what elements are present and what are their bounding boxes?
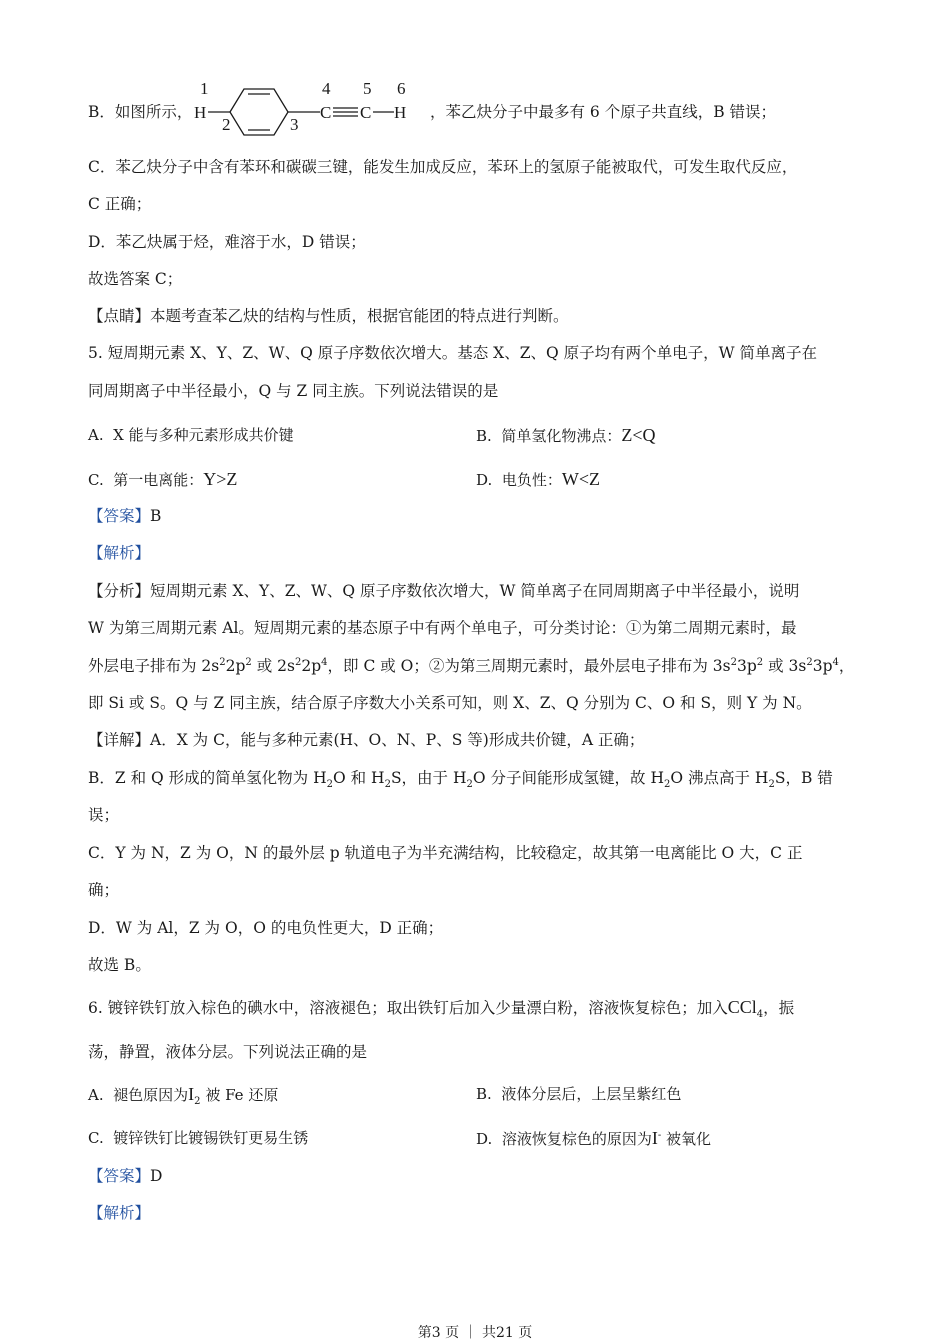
q5-choose-line: 故选 B。 [88,956,151,974]
q4-b-prefix: B．如图所示， [88,103,193,121]
q5-xiangjie-c-line2: 确； [88,881,120,899]
option-label: D. [476,471,493,489]
atom-number-1: 1 [200,80,209,98]
option-label: A. [88,1086,104,1104]
fenxi-text: 2p [225,657,246,675]
q5-fenxi-line1 [88,580,799,602]
fenxi-text: 2p [301,657,322,675]
option-text: 第一电离能： [113,471,204,489]
iodide-symbol: I [651,1128,658,1148]
q4-b-suffix: ，苯乙炔分子中最多有 6 个原子共直线，B 错误； [430,103,777,121]
atom-h-left: H [194,103,207,122]
superscript: 4 [321,656,328,668]
option-math: Z<Q [621,425,656,445]
option-text: 褪色原因为 [113,1086,189,1104]
q4-choose-line: 故选答案 C； [88,270,183,288]
option-text: 简单氢化物沸点： [501,427,622,445]
q5-stem-line1: 5. 短周期元素 X、Y、Z、W、Q 原子序数依次增大。基态 X、Z、Q 原子均有两个单电子，W 简单离子在 [88,344,817,362]
subscript: 4 [756,1009,764,1021]
answer-tag: 【答案】 [88,507,151,525]
superscript: 2 [806,656,813,668]
fenxi-text: 短周期元素 X、Y、Z、W、Q 原子序数依次增大，W 简单离子在同周期离子中半径最小，说明 [150,582,800,600]
option-label: B. [476,1085,492,1103]
iodine-symbol: I [188,1084,195,1104]
option-label: A. [88,426,104,444]
q5-fenxi-line2: W 为第三周期元素 Al。短周期元素的基态原子中有两个单电子，可分类讨论：①为第二周期元素时，最 [88,619,797,637]
subscript: 2 [194,1096,201,1107]
fenxi-tag: 【分析】 [88,582,151,600]
xiangjie-text: A．X 为 C，能与多种元素(H、O、N、P、S 等)形成共价键，A 正确； [150,731,645,749]
q5-answer-line [88,505,161,527]
xiangjie-text: O 和 H [332,769,385,787]
option-text: 溶液恢复棕色的原因为 [501,1130,652,1148]
option-text: 被 Fe 还原 [205,1086,279,1104]
fenxi-text: ， [838,657,855,675]
answer-value: B [150,507,162,525]
superscript: 2 [219,656,226,668]
option-label: B. [476,427,492,445]
q6-jiexi-tag: 【解析】 [88,1204,151,1222]
dianjing-tag: 【点睛】 [88,307,151,325]
fenxi-text: 或 3s [763,657,807,675]
q4-option-d-line: D．苯乙炔属于烃，难溶于水，D 错误； [88,233,366,251]
subscript: 2 [384,779,391,791]
q5-option-a [88,424,294,446]
q4-option-b-line [88,101,192,123]
answer-value: D [150,1167,163,1185]
atom-c-end: C [360,103,372,122]
subscript: 2 [466,779,473,791]
q6-option-d [476,1127,711,1150]
q6-option-b [476,1083,681,1105]
atom-number-6: 6 [397,80,406,98]
phenylacetylene-structure [190,80,430,138]
superscript: 2 [245,656,252,668]
superscript: - [657,1130,662,1141]
xiangjie-text: B．Z 和 Q 形成的简单氢化物为 H [88,769,327,787]
fenxi-text: ，即 C 或 O；②为第三周期元素时，最外层电子排布为 3s [327,657,731,675]
q5-option-d [476,468,600,491]
q5-xiangjie-a [88,729,644,751]
atom-number-3: 3 [290,115,299,134]
xiangjie-text: O 分子间能形成氢键，故 H [472,769,664,787]
xiangjie-text: S，B 错 [774,769,833,787]
xiangjie-text: O 沸点高于 H [670,769,769,787]
superscript: 2 [730,656,737,668]
q5-xiangjie-d: D．W 为 Al，Z 为 O，O 的电负性更大，D 正确； [88,919,444,937]
q4-option-c-line2: C 正确； [88,195,152,213]
q4-option-c-line1: C．苯乙炔分子中含有苯环和碳碳三键，能发生加成反应，苯环上的氢原子能被取代，可发生取代反应， [88,158,798,176]
q6-answer-line [88,1165,162,1187]
fenxi-text: 3p [812,657,833,675]
q5-jiexi-tag: 【解析】 [88,544,151,562]
superscript: 2 [294,656,302,668]
option-text: 镀锌铁钉比镀锡铁钉更易生锈 [113,1129,309,1147]
q4-dianjing-line [88,305,569,327]
q5-stem-line2: 同周期离子中半径最小，Q 与 Z 同主族。下列说法错误的是 [88,382,499,400]
q6-option-c [88,1127,308,1149]
option-math: Y>Z [203,469,238,489]
answer-tag: 【答案】 [88,1167,151,1185]
q6-option-a [88,1083,278,1106]
q6-stem-line2: 荡，静置，液体分层。下列说法正确的是 [88,1043,368,1061]
q6-stem-line1 [88,996,794,1019]
atom-c-right: C [320,103,332,122]
option-label: C. [88,471,104,489]
fenxi-text: 外层电子排布为 2s [88,657,220,675]
option-label: D. [476,1130,493,1148]
superscript: 2 [756,656,764,668]
fenxi-text: 或 2s [251,657,295,675]
ccl4-formula: CCl [727,997,757,1017]
subscript: 2 [663,779,671,791]
subscript: 2 [326,779,333,791]
atom-number-5: 5 [363,80,372,98]
q5-fenxi-line3 [88,655,854,677]
q5-option-b [476,424,656,447]
benzene-ring [230,89,288,135]
atom-number-4: 4 [322,80,331,98]
option-math: W<Z [561,469,600,489]
xiangjie-text: S，由于 H [390,769,467,787]
option-text: X 能与多种元素形成共价键 [113,426,294,444]
page-footer: 第3 页 ｜ 共21 页 [417,1325,533,1341]
option-label: C. [88,1129,104,1147]
q5-xiangjie-b-line1 [88,767,833,789]
option-text: 液体分层后，上层呈紫红色 [501,1085,682,1103]
xiangjie-tag: 【详解】 [88,731,151,749]
q5-fenxi-line4: 即 Si 或 S。Q 与 Z 同主族，结合原子序数大小关系可知，则 X、Z、Q 分别为 C、O 和 S，则 Y 为 N。 [88,694,812,712]
fenxi-text: 3p [736,657,757,675]
q5-xiangjie-b-line2: 误； [88,806,120,824]
atom-h-end: H [394,103,407,122]
option-text: 电负性： [501,471,562,489]
superscript: 4 [832,656,839,668]
q6-stem-text: 6. 镀锌铁钉放入棕色的碘水中，溶液褪色；取出铁钉后加入少量漂白粉，溶液恢复棕色；加入 [88,999,728,1017]
dianjing-text: 本题考查苯乙炔的结构与性质，根据官能团的特点进行判断。 [150,307,569,325]
q5-option-c [88,468,237,491]
option-text: 被氧化 [666,1130,712,1148]
subscript: 2 [768,779,775,791]
q6-stem-text: ，振 [763,999,795,1017]
atom-number-2: 2 [222,115,231,134]
q5-xiangjie-c-line1: C．Y 为 N，Z 为 O，N 的最外层 p 轨道电子为半充满结构，比较稳定，故其第一电离能比 O 大，C 正 [88,844,803,862]
